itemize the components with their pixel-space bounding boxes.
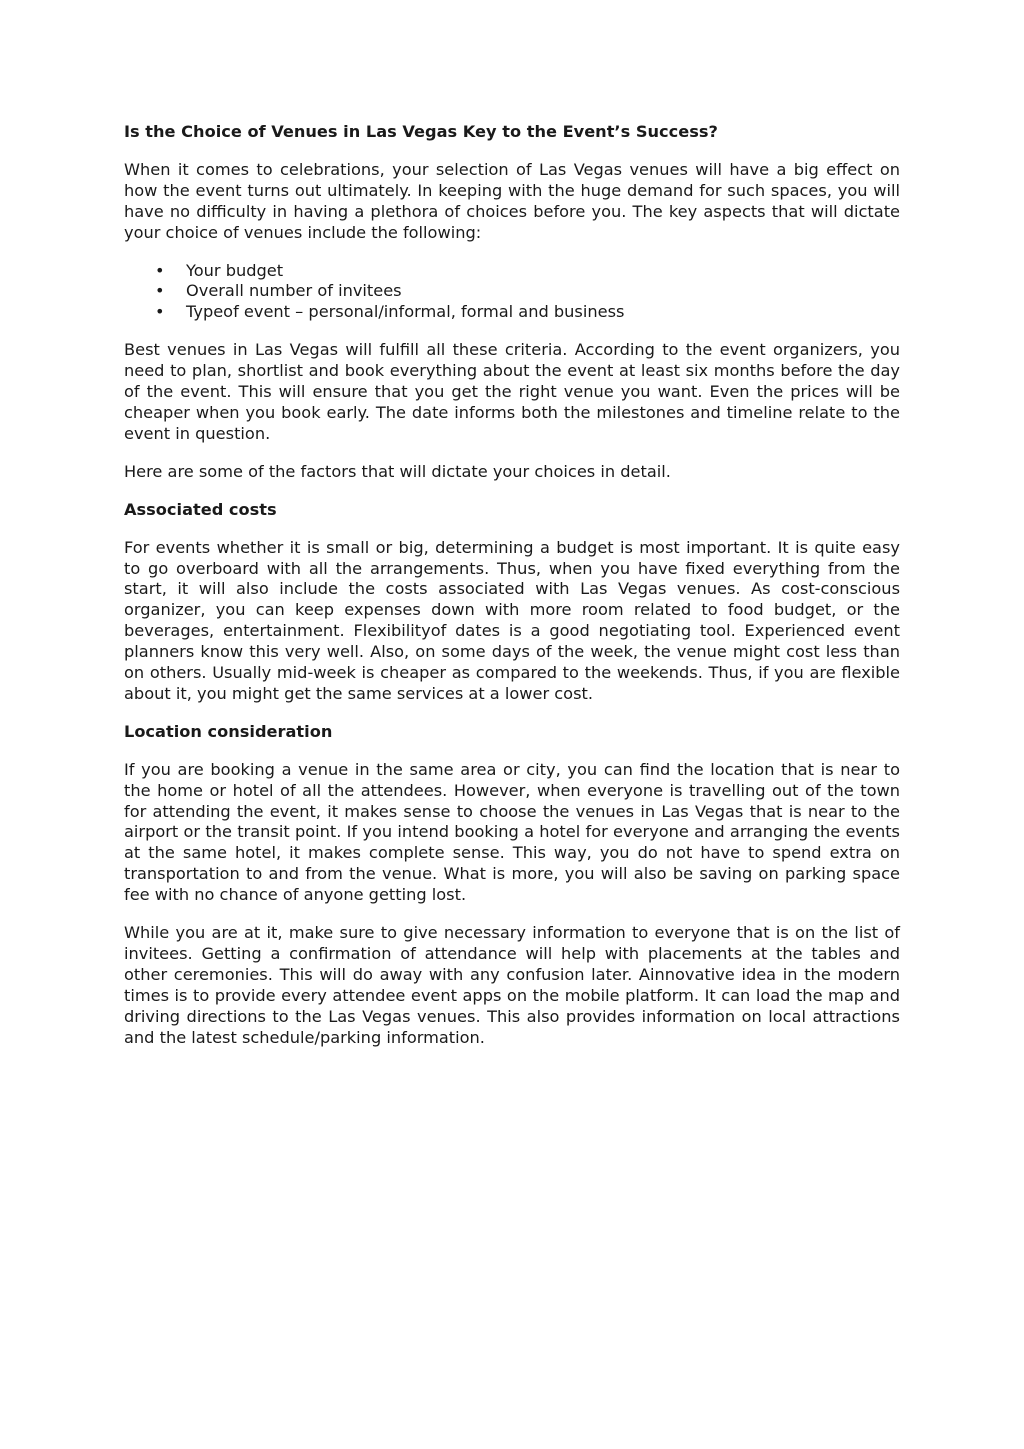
bullet-icon: • [155, 281, 165, 301]
bullet-icon: • [155, 302, 165, 322]
list-item-text: Typeof event – personal/informal, formal and business [186, 302, 625, 322]
criteria-list [124, 261, 900, 324]
best-venues-paragraph: Best venues in Las Vegas will fulfill all these criteria. According to the event organizers, you need to plan, shortlist and book everything about the event at least six months before the day of the event. This will ensure that you get the right venue you want. Even the prices will be cheaper when you book early. The date informs both the milestones and timeline relate to the event in question. [124, 340, 900, 443]
location-consideration-heading: Location consideration [124, 721, 333, 741]
list-item [124, 302, 900, 323]
document-page [124, 122, 900, 1066]
associated-costs-paragraph: For events whether it is small or big, determining a budget is most important. It is quite easy to go overboard with all the arrangements. Thus, when you have fixed everything from the start, it will also include the costs associated with Las Vegas venues. As cost-conscious organizer, you can keep expenses down with more room related to food budget, or the beverages, entertainment. Flexibilityof dates is a good negotiating tool. Experienced event planners know this very well. Also, on some days of the week, the venue might cost less than on others. Usually mid-week is cheaper as compared to the weekends. Thus, if you are flexible about it, you might get the same services at a lower cost. [124, 537, 900, 703]
document-title: Is the Choice of Venues in Las Vegas Key to the Event’s Success? [124, 122, 718, 141]
location-paragraph: If you are booking a venue in the same area or city, you can find the location that is near to the home or hotel of all the attendees. However, when everyone is travelling out of the town for attending the event, it makes sense to choose the venues in Las Vegas that is near to the airport or the transit point. If you intend booking a hotel for everyone and arranging the events at the same hotel, it makes complete sense. This way, you do not have to spend extra on transportation to and from the venue. What is more, you will also be saving on parking space fee with no chance of anyone getting lost. [124, 759, 900, 905]
associated-costs-heading: Associated costs [124, 499, 277, 519]
list-item-text: Your budget [186, 260, 284, 280]
list-item [124, 261, 900, 282]
list-item-text: Overall number of invitees [186, 281, 402, 301]
information-paragraph: While you are at it, make sure to give necessary information to everyone that is on the list of invitees. Getting a confirmation of attendance will help with placements at the tables and other ceremonies. This will do away with any confusion later. Ainnovative idea in the modern times is to provide every attendee event apps on the mobile platform. It can load the map and driving directions to the Las Vegas venues. This also provides information on local attractions and the latest schedule/parking information. [124, 923, 900, 1047]
factors-paragraph: Here are some of the factors that will dictate your choices in detail. [124, 461, 671, 481]
intro-paragraph: When it comes to celebrations, your selection of Las Vegas venues will have a big effect on how the event turns out ultimately. In keeping with the huge demand for such spaces, you will have no difficulty in having a plethora of choices before you. The key aspects that will dictate your choice of venues include the following: [124, 159, 900, 242]
list-item [124, 281, 900, 302]
bullet-icon: • [155, 260, 165, 280]
